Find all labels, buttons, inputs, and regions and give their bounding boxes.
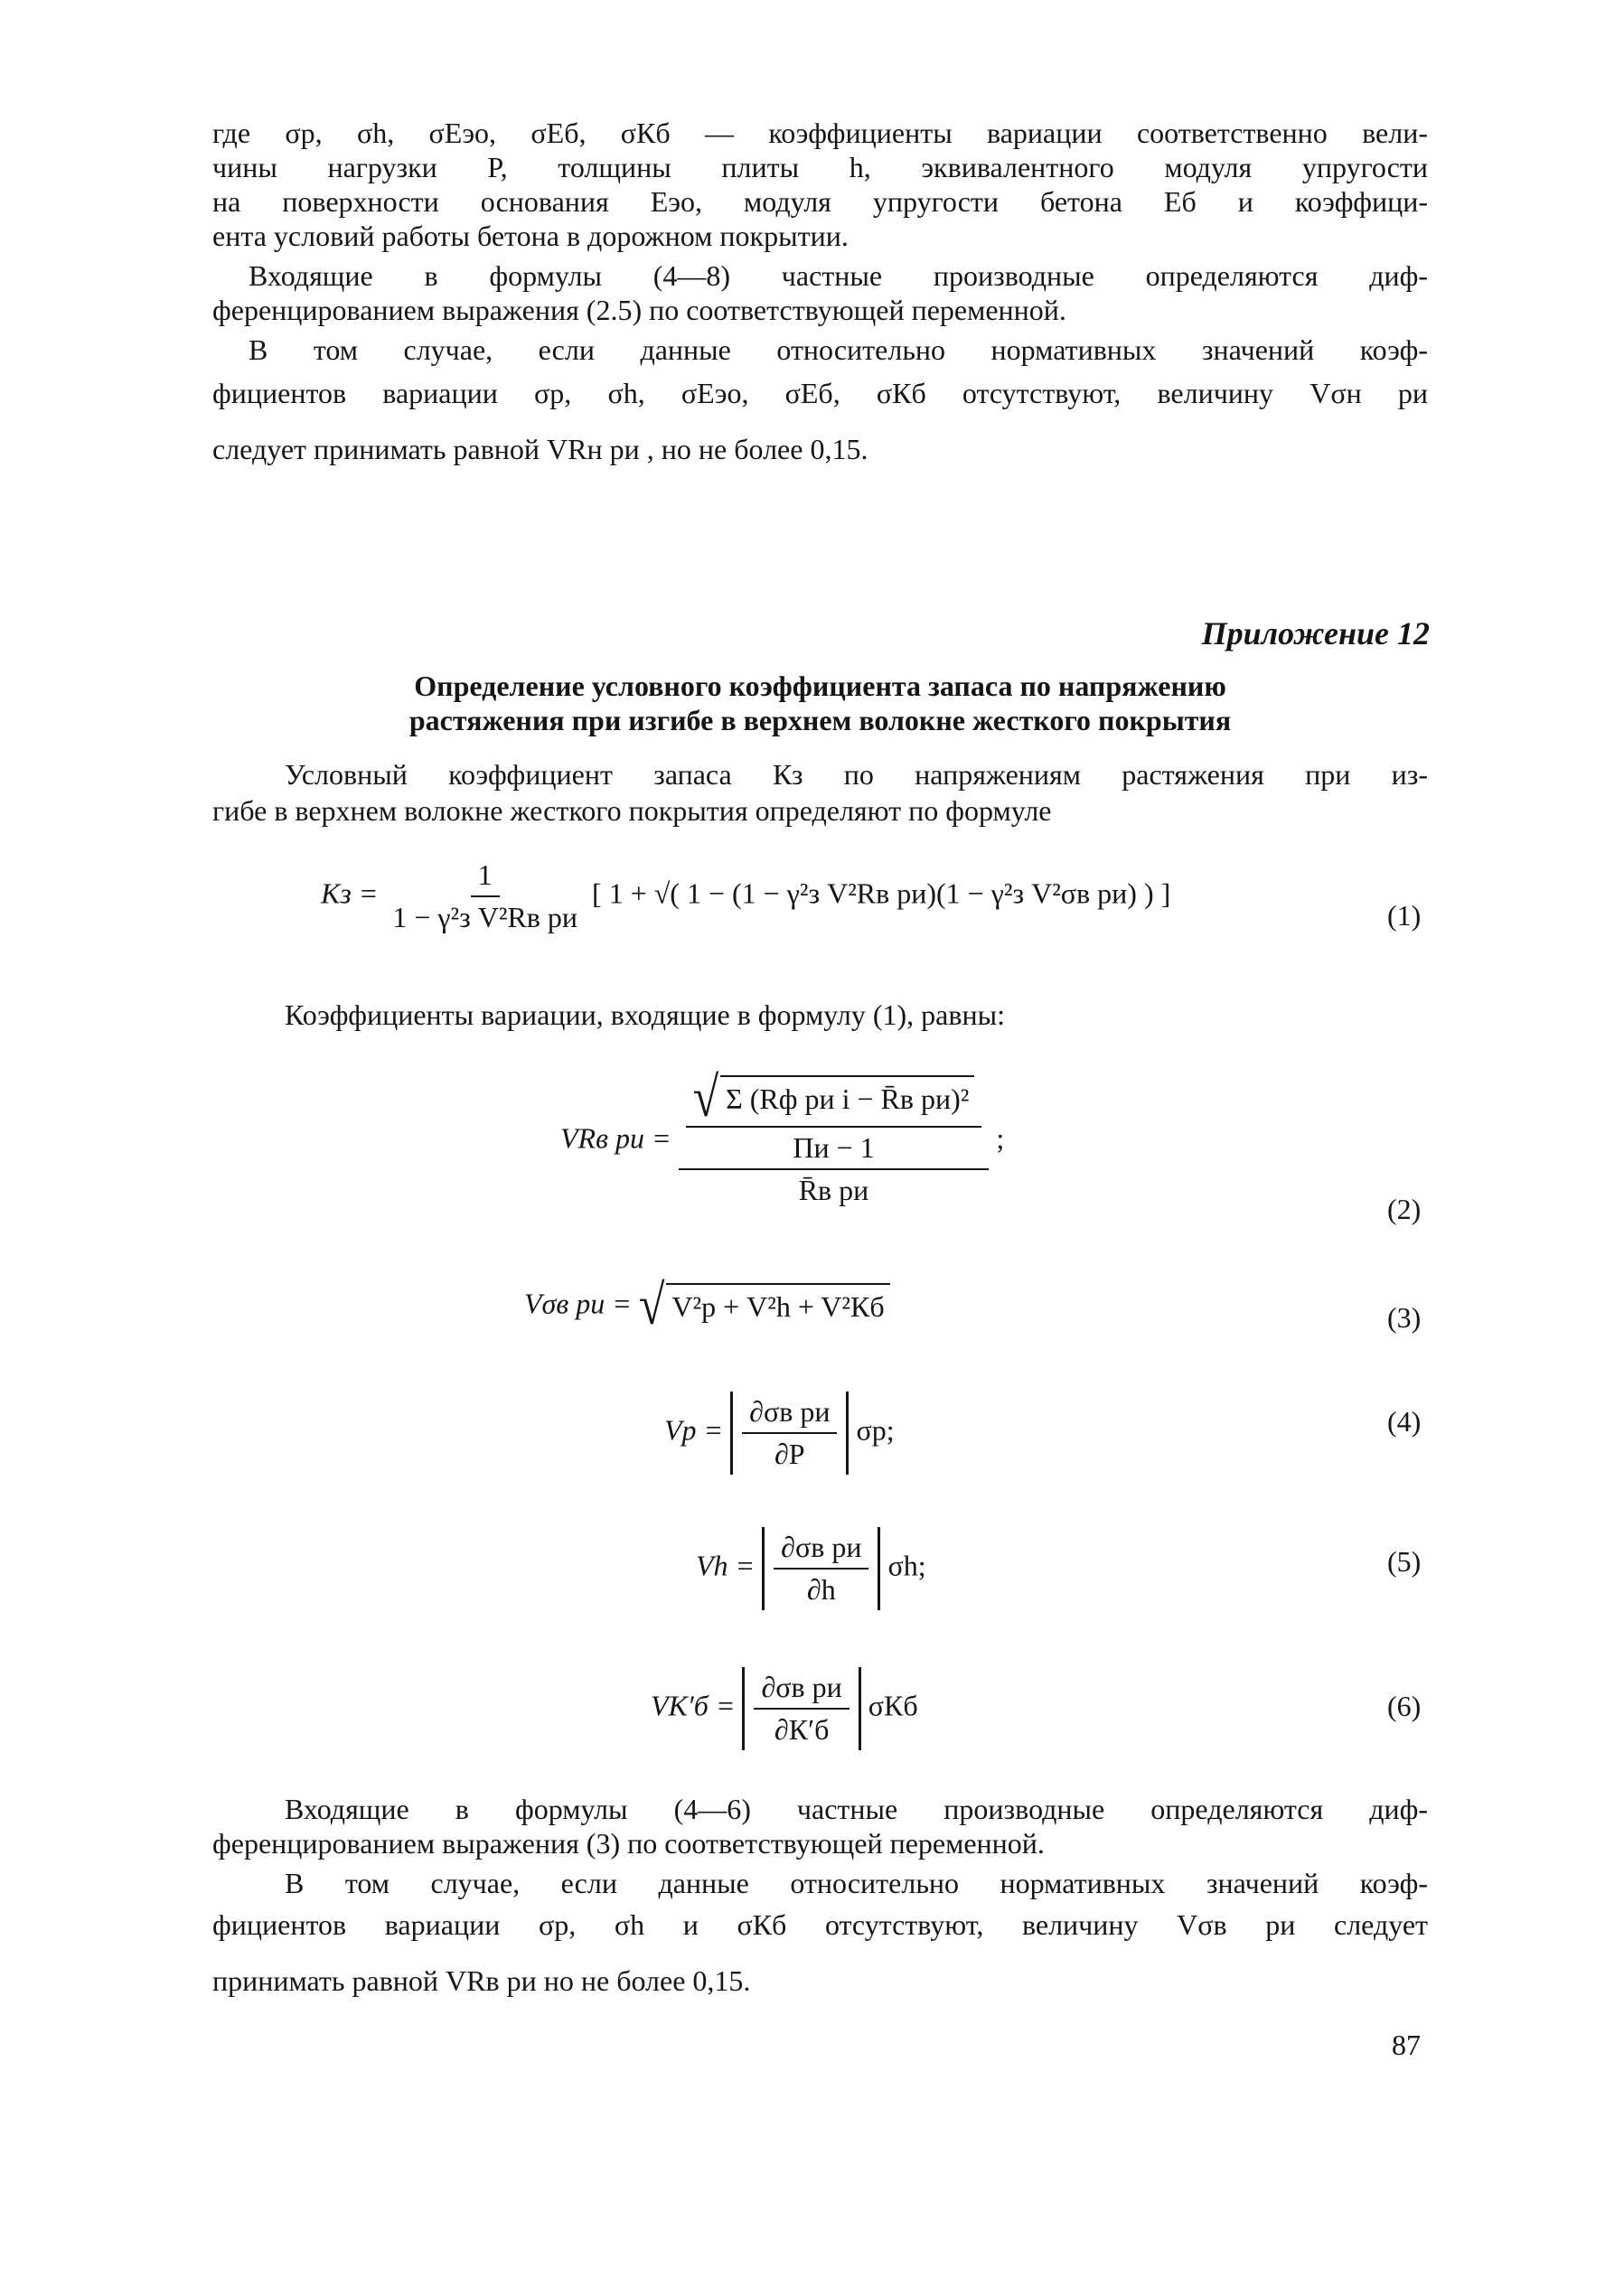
paragraph-line: фициентов вариации σр, σh и σКб отсутствуют, величину Vσв ри следует xyxy=(212,1908,1428,1941)
equation-5 xyxy=(696,1527,926,1610)
eq4-tail: σр; xyxy=(856,1413,895,1447)
eq5-tail: σh; xyxy=(887,1549,926,1582)
appendix-title-line: растяжения при изгибе в верхнем волокне жесткого покрытия xyxy=(408,704,1232,736)
equation-4 xyxy=(664,1392,895,1475)
equation-6 xyxy=(651,1667,918,1750)
equation-1 xyxy=(321,858,1170,934)
eq4-numerator: ∂σв ри xyxy=(742,1395,837,1434)
eq5-lhs: Vh = xyxy=(696,1549,756,1582)
appendix-title xyxy=(212,669,1428,737)
paragraph-line: фициентов вариации σр, σh, σЕэо, σЕб, σКб отсутствуют, величину Vσн ри xyxy=(212,377,1429,409)
eq2-outer-fraction xyxy=(679,1067,990,1207)
appendix-title-line: Определение условного коэффициента запаса по напряжению xyxy=(414,670,1226,702)
eq2-inner-fraction xyxy=(686,1067,982,1165)
paragraph-line: следует принимать равной VRн ри , но не более 0,15. xyxy=(212,433,868,465)
eq1-fraction xyxy=(385,858,585,934)
eq5-numerator: ∂σв ри xyxy=(774,1531,868,1570)
eq6-fraction xyxy=(754,1671,849,1747)
eq2-outer-numerator xyxy=(679,1067,990,1170)
eq2-inner-denominator: Пи − 1 xyxy=(793,1131,875,1164)
eq1-numerator: 1 xyxy=(471,858,500,897)
eq1-bracket-expression: [ 1 + √( 1 − (1 − γ²з V²Rв ри)(1 − γ²з V²σв ри) ) ] xyxy=(592,876,1171,910)
page-number: 87 xyxy=(1392,2029,1421,2061)
equation-2 xyxy=(560,1067,1005,1207)
eq2-outer-denominator: R̄в ри xyxy=(798,1174,869,1206)
appendix-label: Приложение 12 xyxy=(1201,615,1430,651)
sqrt-sign: √ V²р + V²h + V²Кб xyxy=(639,1283,890,1330)
eq3-radicand: V²р + V²h + V²Кб xyxy=(666,1283,889,1330)
absolute-value xyxy=(742,1667,860,1750)
eq2-inner-numerator xyxy=(686,1067,982,1129)
paragraph-line: Входящие в формулы (4—8) частные производные определяются диф- xyxy=(249,259,1428,292)
paragraph-line: Условный коэффициент запаса Кз по напряжениям растяжения при из- xyxy=(285,758,1428,791)
equation-number: (6) xyxy=(1387,1690,1422,1722)
absolute-value xyxy=(730,1392,849,1475)
paragraph-line: на поверхности основания Еэо, модуля упругости бетона Еб и коэффици- xyxy=(212,185,1428,218)
equation-number: (5) xyxy=(1387,1545,1422,1578)
eq6-denominator: ∂К′б xyxy=(774,1713,830,1746)
paragraph-line: ференцированием выражения (2.5) по соответствующей переменной. xyxy=(212,294,1066,326)
eq4-lhs: Vр = xyxy=(664,1413,724,1447)
equation-number: (4) xyxy=(1387,1405,1422,1438)
paragraph-line: гибе в верхнем волокне жесткого покрытия определяют по формуле xyxy=(212,794,1052,827)
equation-number: (2) xyxy=(1387,1193,1422,1225)
eq4-fraction xyxy=(742,1395,837,1471)
paragraph-line: где σр, σh, σЕэо, σЕб, σКб — коэффициенты вариации соответственно вели- xyxy=(212,117,1428,149)
paragraph-line: принимать равной VRв ри но не более 0,15. xyxy=(212,1964,751,1997)
equation-3 xyxy=(524,1275,890,1337)
absolute-value xyxy=(762,1527,880,1610)
eq6-numerator: ∂σв ри xyxy=(754,1671,849,1710)
eq3-lhs: Vσв ри = xyxy=(524,1287,632,1320)
paragraph-line: чины нагрузки P, толщины плиты h, эквивалентного модуля упругости xyxy=(212,151,1428,183)
paragraph-line: В том случае, если данные относительно нормативных значений коэф- xyxy=(249,333,1428,366)
eq5-fraction xyxy=(774,1531,868,1607)
eq6-lhs: VК′б = xyxy=(651,1689,736,1722)
sqrt-sign: √ Σ (Rф ри i − R̄в ри)² xyxy=(693,1075,975,1122)
after-formula1: Коэффициенты вариации, входящие в формулу (1), равны: xyxy=(285,998,1005,1031)
paragraph-line: ференцированием выражения (3) по соответствующей переменной. xyxy=(212,1827,1045,1860)
paragraph-line: ента условий работы бетона в дорожном покрытии. xyxy=(212,220,849,252)
eq2-tail: ; xyxy=(996,1121,1005,1155)
equation-number: (1) xyxy=(1387,899,1422,932)
eq2-lhs: VRв ри = xyxy=(560,1121,671,1155)
eq1-denominator: 1 − γ²з V²Rв ри xyxy=(392,901,578,933)
eq4-denominator: ∂P xyxy=(774,1438,805,1470)
equation-number: (3) xyxy=(1387,1301,1422,1334)
eq6-tail: σКб xyxy=(868,1689,918,1722)
paragraph-line: В том случае, если данные относительно нормативных значений коэф- xyxy=(285,1867,1428,1899)
eq5-denominator: ∂h xyxy=(806,1573,836,1606)
paragraph-line: Входящие в формулы (4—6) частные производные определяются диф- xyxy=(285,1793,1428,1825)
eq1-lhs: Кз = xyxy=(321,876,379,910)
